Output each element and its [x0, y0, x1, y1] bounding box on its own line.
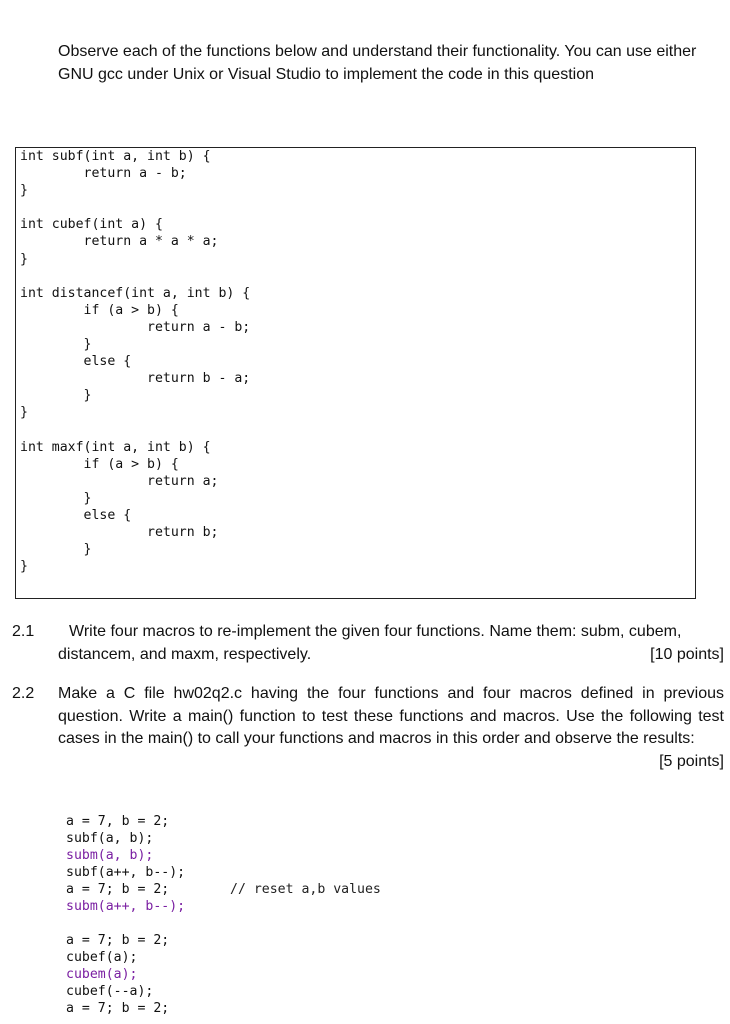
code-line: }	[20, 183, 28, 199]
intro-paragraph: Observe each of the functions below and understand their functionality. You can use either GNU gcc under Unix or Visual Studio to implement the code in this question	[58, 43, 697, 83]
question-2-2-points: [5 points]	[659, 752, 724, 770]
code-line: return a - b;	[20, 166, 187, 182]
code-line: }	[20, 490, 92, 506]
question-2-1	[58, 621, 724, 666]
test-line: a = 7; b = 2;	[66, 882, 170, 897]
code-line: }	[20, 405, 28, 421]
test-line: cubem(a);	[66, 967, 138, 982]
code-line: int subf(int a, int b) {	[20, 149, 211, 164]
test-line: subf(a, b);	[66, 831, 154, 846]
test-line: a = 7; b = 2;	[66, 1001, 170, 1016]
code-line: }	[20, 337, 92, 353]
code-line: return b;	[20, 525, 219, 541]
question-number-2-2: 2.2	[12, 685, 35, 702]
reset-comment: // reset a,b values	[230, 882, 381, 897]
question-2-2	[58, 683, 724, 773]
question-2-2-text: Make a C file hw02q2.c having the four functions and four macros defined in previous question. Write a main() function to test these functions and macros. Use the following test cases in the main() to call your functions and macros in this order and observe the results:	[58, 685, 724, 747]
test-code	[62, 813, 381, 1017]
code-line: return a;	[20, 473, 219, 489]
code-line: int cubef(int a) {	[20, 217, 163, 233]
test-line: subm(a, b);	[66, 848, 154, 863]
functions-code	[16, 148, 695, 575]
code-line: }	[20, 388, 92, 404]
code-line: int distancef(int a, int b) {	[20, 285, 251, 301]
question-2-1-points: [10 points]	[650, 645, 724, 663]
code-line: int maxf(int a, int b) {	[20, 439, 211, 455]
code-line: if (a > b) {	[20, 302, 179, 318]
code-line: }	[20, 251, 28, 267]
code-line: return a * a * a;	[20, 234, 219, 250]
test-line: a = 7, b = 2;	[66, 814, 170, 829]
code-line: return a - b;	[20, 319, 251, 335]
test-line: subf(a++, b--);	[66, 865, 186, 880]
code-line: return b - a;	[20, 371, 251, 387]
code-line: }	[20, 542, 92, 558]
test-line: cubef(--a);	[66, 984, 154, 999]
test-line: cubef(a);	[66, 950, 138, 965]
question-number-2-1: 2.1	[12, 623, 35, 640]
functions-code-box	[15, 147, 696, 599]
test-code-block	[62, 813, 381, 1017]
code-line: if (a > b) {	[20, 456, 179, 472]
test-line: subm(a++, b--);	[66, 899, 186, 914]
code-line: else {	[20, 354, 132, 370]
code-line: }	[20, 559, 28, 575]
question-2-1-text: Write four macros to re-implement the given four functions. Name them: subm, cubem, distancem, and maxm, respectively.	[58, 623, 682, 663]
test-line: a = 7; b = 2;	[66, 933, 170, 948]
code-line: else {	[20, 507, 132, 523]
